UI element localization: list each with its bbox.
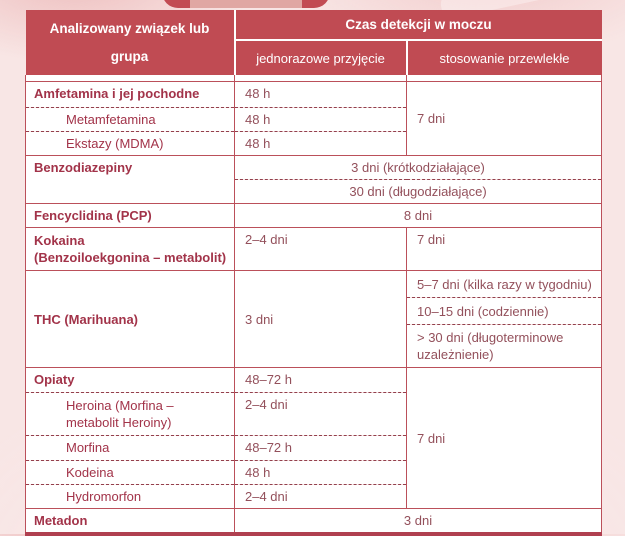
table-row [26, 82, 602, 108]
table-row [26, 368, 602, 393]
row-thc-chronic-daily-value: 10–15 dni (codziennie) [407, 298, 602, 325]
row-opiaty-label: Opiaty [26, 368, 235, 393]
row-hydromorfon-label: Hydromorfon [26, 485, 235, 509]
row-thc-label: THC (Marihuana) [26, 271, 235, 368]
row-hydromorfon-single-value: 2–4 dni [235, 485, 407, 509]
row-thc-chronic-weekly-value: 5–7 dni (kilka razy w tygodniu) [407, 271, 602, 298]
table-row [26, 509, 602, 535]
row-benzodiazepiny-short-value: 3 dni (krótkodziałające) [235, 156, 602, 180]
row-fencyclidina-label: Fencyclidina (PCP) [26, 204, 235, 228]
row-metadon-value: 3 dni [235, 509, 602, 535]
drug-detection-table [25, 10, 602, 536]
header-detection-title: Czas detekcji w moczu [235, 10, 602, 40]
row-kokaina-label [26, 228, 235, 271]
row-opiaty-single-value: 48–72 h [235, 368, 407, 393]
table-row [26, 228, 602, 271]
header-analyte: Analizowany związek lub grupa [26, 10, 235, 75]
row-kodeina-single-value: 48 h [235, 461, 407, 485]
row-heroina-label: Heroina (Morfina – metabolit Heroiny) [26, 393, 235, 436]
row-amfetamina-label: Amfetamina i jej pochodne [26, 82, 235, 108]
row-ekstazy-single-value: 48 h [235, 132, 407, 156]
row-amfetamina-chronic-value: 7 dni [407, 82, 602, 156]
row-kokaina-label-line1: Kokaina [34, 233, 85, 248]
table-row [26, 271, 602, 298]
background-graphic-inner [190, 0, 302, 8]
row-morfina-single-value: 48–72 h [235, 436, 407, 461]
row-metamfetamina-single-value: 48 h [235, 108, 407, 132]
row-morfina-label: Morfina [26, 436, 235, 461]
row-thc-chronic-longterm-value: > 30 dni (długoterminowe uzależnienie) [407, 325, 602, 368]
row-heroina-single-value: 2–4 dni [235, 393, 407, 436]
row-ekstazy-label: Ekstazy (MDMA) [26, 132, 235, 156]
table-row [26, 156, 602, 180]
header-chronic-use: stosowanie przewlekłe [407, 40, 602, 75]
row-amfetamina-single-value: 48 h [235, 82, 407, 108]
row-benzodiazepiny-label: Benzodiazepiny [26, 156, 235, 204]
table-row [26, 204, 602, 228]
row-thc-single-value: 3 dni [235, 271, 407, 368]
row-kodeina-label: Kodeina [26, 461, 235, 485]
row-kokaina-chronic-value: 7 dni [407, 228, 602, 271]
row-kokaina-label-line2: (Benzoiloekgonina – metabolit) [34, 250, 227, 265]
row-metamfetamina-label: Metamfetamina [26, 108, 235, 132]
row-kokaina-single-value: 2–4 dni [235, 228, 407, 271]
drug-detection-table-container [25, 10, 602, 536]
row-metadon-label: Metadon [26, 509, 235, 535]
background-graphic [162, 0, 330, 8]
row-benzodiazepiny-long-value: 30 dni (długodziałające) [235, 180, 602, 204]
row-opiaty-chronic-value: 7 dni [407, 368, 602, 509]
header-single-use: jednorazowe przyjęcie [235, 40, 407, 75]
row-fencyclidina-value: 8 dni [235, 204, 602, 228]
